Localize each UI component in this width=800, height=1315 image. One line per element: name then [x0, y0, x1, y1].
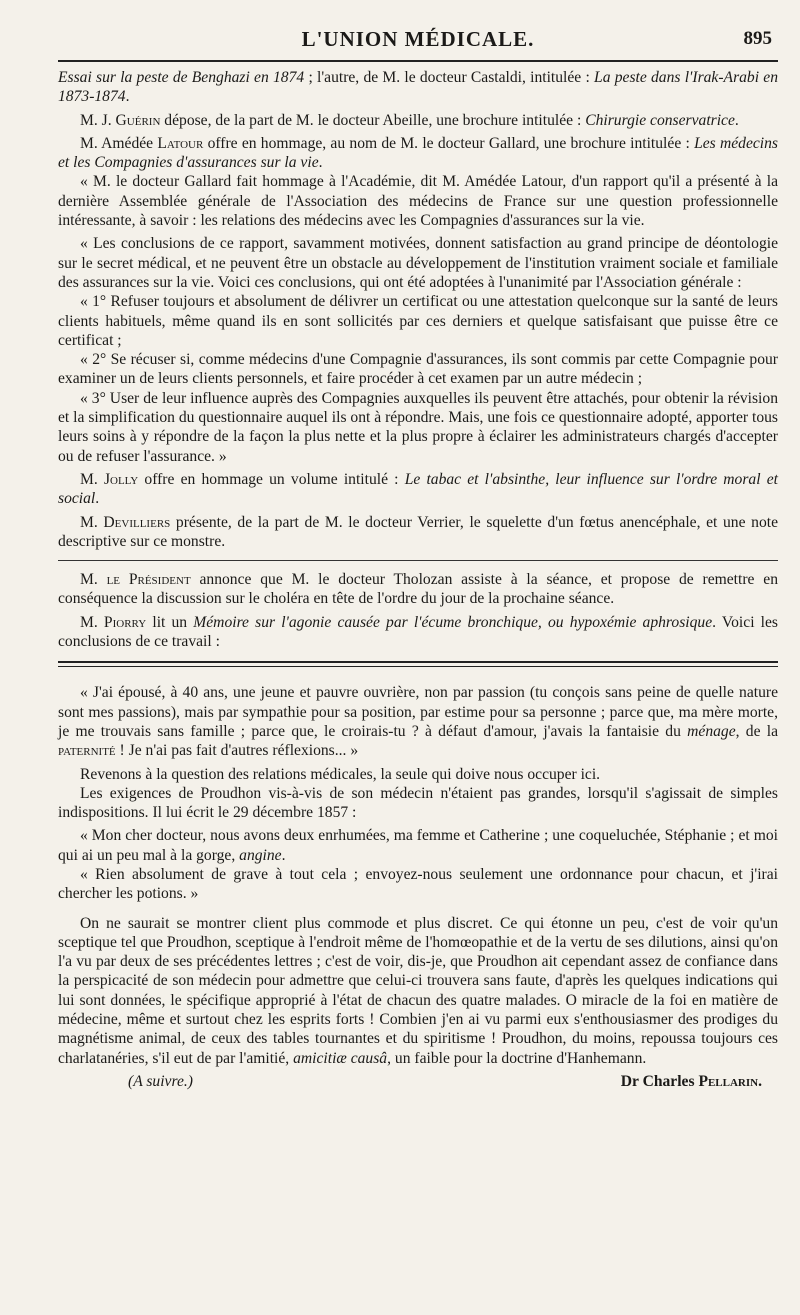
paragraph-president: M. le Président annonce que M. le docteur Tholozan assiste à la séance, et propose de remettre en conséquence la discussion sur le choléra en tête de l'ordre du jour de la prochaine séance.	[58, 571, 778, 608]
paragraph-exigences: Les exigences de Proudhon vis-à-vis de son médecin n'étaient pas grandes, lorsqu'il s'agissait de simples indispositions. Il lui écrit le 29 décembre 1857 :	[58, 784, 778, 822]
feuilleton-section	[58, 683, 778, 1091]
page-number: 895	[743, 28, 772, 49]
paragraph-guerin: M. J. Guérin dépose, de la part de M. le docteur Abeille, une brochure intitulée : Chirurgie conservatrice.	[80, 111, 739, 129]
header-rule	[58, 60, 778, 62]
continuation-note: (A suivre.)	[128, 1072, 193, 1090]
quote-marriage: « J'ai épousé, à 40 ans, une jeune et pauvre ouvrière, non par passion (tu conçois sans peine de quelle nature sont mes passions), mais par sympathie pour sa position, par estime pour sa personne ; parce que, ma mère morte, je me trouvais sans famille ; parce que, le croirais-tu ? à défaut d'amour, j'avais la fantaisie du ménage, de la paternité ! Je n'ai pas fait d'autres réflexions... »	[58, 684, 778, 760]
paragraph-jolly: M. Jolly offre en hommage un volume intitulé : Le tabac et l'absinthe, leur influence sur l'ordre moral et social.	[58, 470, 778, 508]
paragraph-conclusion-3: « 3° User de leur influence auprès des Compagnies auxquelles ils peuvent être attachés, pour obtenir la révision et la simplification du questionnaire auquel ils ont à répondre. Mais, une fois ce questionnaire adopté, apporter tous leurs soins à y répondre de la façon la plus nette et la plus propre à éclairer les administrateurs chargés d'accepter ou de refuser l'assurance. »	[58, 389, 778, 465]
running-title: L'UNION MÉDICALE.	[301, 27, 535, 51]
quote-letter-2: « Rien absolument de grave à tout cela ; envoyez-nous seulement une ordonnance pour chacun, et j'irai chercher les potions. »	[58, 865, 778, 903]
section-divider	[58, 560, 778, 561]
paragraph-conclusions: « Les conclusions de ce rapport, savamment motivées, donnent satisfaction au grand principe de déontologie sur le secret médical, et ne peuvent être un obstacle au développement de l'institution vraiment sociale et familiale des assurances sur la vie. Voici ces conclusions, qui ont été adoptées à l'unanimité par l'Association générale :	[58, 235, 778, 291]
paragraph-conclusion-2: « 2° Se récuser si, comme médecins d'une Compagnie d'assurances, ils sont commis par cette Compagnie pour examiner un de leurs clients personnels, et faire procéder à cet examen par un autre médecin ;	[58, 351, 778, 388]
paragraph-revenons: Revenons à la question des relations médicales, la seule qui doive nous occuper ici.	[80, 765, 601, 783]
paragraph-client: On ne saurait se montrer client plus commode et plus discret. Ce qui étonne un peu, c'est de voir qu'un sceptique tel que Proudhon, sceptique à l'endroit même de l'homœopathie et de la vertu de ses dilutions, ainsi qu'on l'a vu par deux de ses précédentes lettres ; c'est de voir, dis-je, que Proudhon ait cependant assez de confiance dans la perspicacité de son médecin pour admettre que celui-ci trouvera sans faute, d'après les quelques indications qui lui sont données, le spécifique approprié à l'état de chacun des quatre malades. O miracle de la foi en matière de médecine, même et surtout chez les esprits forts ! Combien j'en ai vu parmi eux s'enthousiasmer des prodiges du magnétisme animal, de ceux des tables tournantes et du spiritisme ! Proudhon, du moins, repoussa toujours ces charlatanéries, s'il eut de par l'amitié, amicitiæ causâ, un faible pour la doctrine d'Hanhemann.	[58, 914, 778, 1067]
feuilleton-divider	[58, 661, 778, 667]
paragraph-devilliers: M. Devilliers présente, de la part de M. le docteur Verrier, le squelette d'un fœtus anencéphale, et une note descriptive sur ce monstre.	[58, 513, 778, 550]
paragraph-conclusion-1: « 1° Refuser toujours et absolument de délivrer un certificat ou une attestation quelconque sur la santé de leurs clients habituels, même quand ils en sont sollicités par ces derniers et quelque satisfaisant que puisse être ce certificat ;	[58, 293, 778, 349]
author-signature: Dr Charles Pellarin.	[620, 1072, 762, 1090]
signature-line	[58, 1072, 778, 1091]
quote-letter-1: « Mon cher docteur, nous avons deux enrhumées, ma femme et Catherine ; une coqueluchée, Stéphanie ; et moi qui ai un peu mal à la gorge, angine.	[58, 827, 778, 864]
proceedings-section	[58, 68, 778, 651]
paragraph-gallard-report: « M. le docteur Gallard fait hommage à l'Académie, dit M. Amédée Latour, d'un rapport qu'il a présenté à la dernière Assemblée générale de l'Association des médecins de France sur une question professionnelle intéressante, à savoir : les relations des médecins avec les Compagnies d'assurances sur la vie.	[58, 173, 778, 230]
page-header	[58, 22, 778, 56]
paragraph-castaldi: Essai sur la peste de Benghazi en 1874 ; l'autre, de M. le docteur Castaldi, intitulée : La peste dans l'Irak-Arabi en 1873-1874.	[58, 69, 779, 106]
paragraph-latour: M. Amédée Latour offre en hommage, au nom de M. le docteur Gallard, une brochure intitulée : Les médecins et les Compagnies d'assurances sur la vie.	[58, 134, 778, 172]
paragraph-piorry: M. Piorry lit un Mémoire sur l'agonie causée par l'écume bronchique, ou hypoxémie aphrosique. Voici les conclusions de ce travail :	[58, 613, 778, 651]
